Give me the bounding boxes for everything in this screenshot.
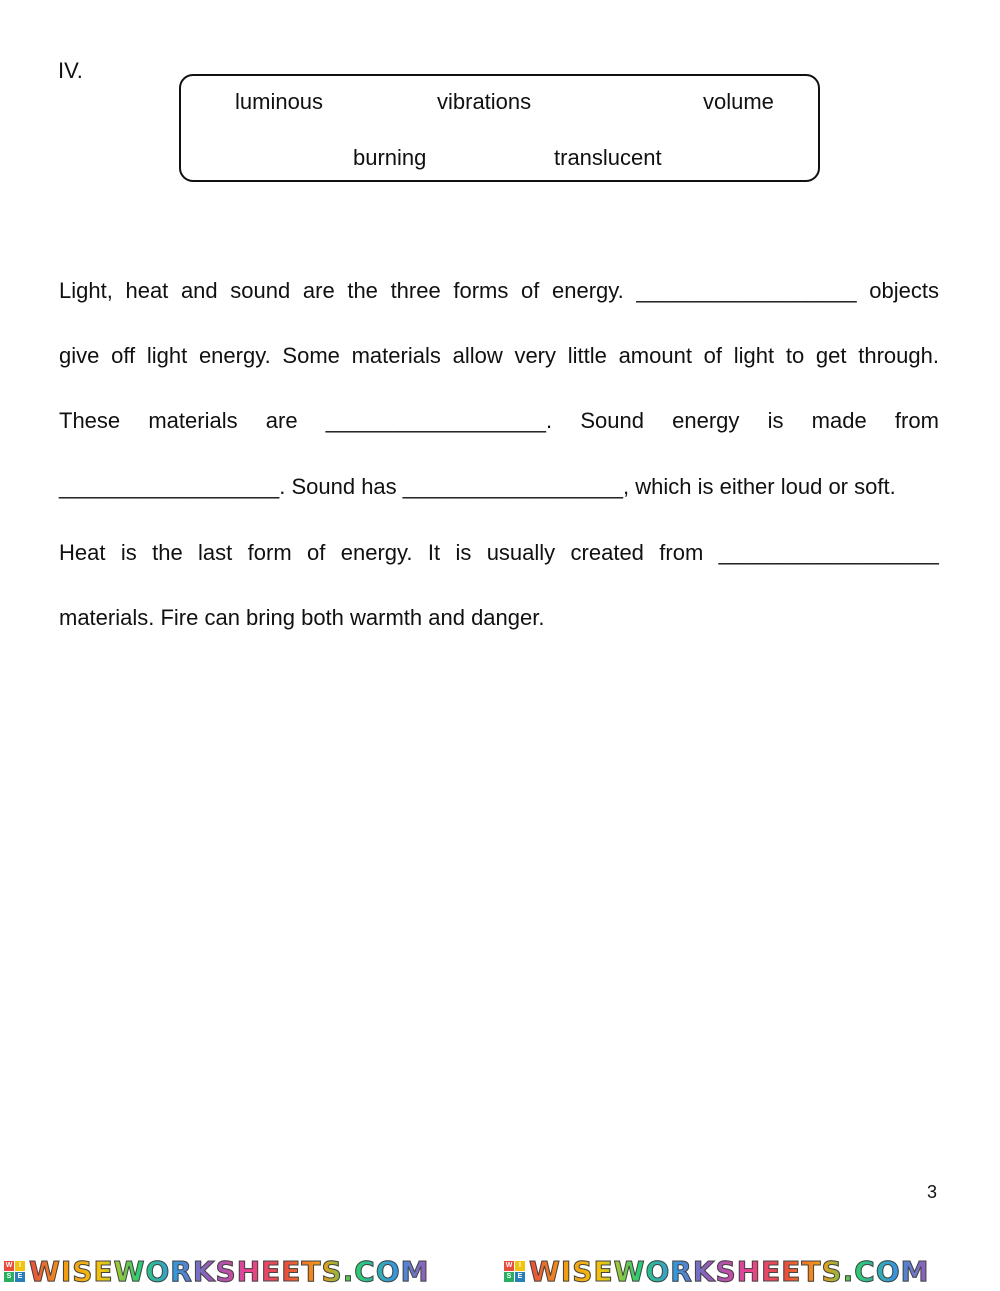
- word-bank: [179, 74, 820, 182]
- passage-word: very: [514, 343, 556, 368]
- passage-word: materials: [148, 408, 238, 433]
- word-bank-item: volume: [703, 89, 774, 114]
- passage-word: from: [894, 408, 939, 433]
- passage-line-1: [59, 276, 939, 306]
- logo-icon: [504, 1261, 525, 1282]
- passage-word: of: [521, 278, 540, 303]
- passage-word: last: [198, 540, 233, 565]
- passage-word: usually: [486, 540, 556, 565]
- passage-line-6: materials. Fire can bring both warmth and danger.: [59, 605, 545, 630]
- passage-word: energy.: [340, 540, 413, 565]
- passage-word: and: [180, 278, 218, 303]
- passage-word: __________________: [718, 540, 939, 565]
- passage-word: are: [302, 278, 335, 303]
- passage-word: forms: [453, 278, 509, 303]
- passage-word: energy.: [552, 278, 624, 303]
- passage-word: sound: [230, 278, 291, 303]
- passage-word: are: [265, 408, 298, 433]
- word-bank-item: luminous: [235, 89, 324, 114]
- passage-word: the: [347, 278, 378, 303]
- passage-word: to: [785, 343, 805, 368]
- passage-word: energy.: [198, 343, 271, 368]
- word-bank-item: burning: [353, 145, 427, 170]
- logo-square: W: [505, 1261, 513, 1269]
- passage-word: form: [247, 540, 292, 565]
- passage-word: light: [146, 343, 188, 368]
- passage-word: from: [659, 540, 704, 565]
- passage-word: Heat: [59, 540, 106, 565]
- logo-square: S: [504, 1272, 514, 1282]
- passage-word: is: [120, 540, 137, 565]
- passage-line-3: [59, 406, 939, 436]
- watermark-footer: [0, 1252, 1000, 1290]
- logo-square: E: [15, 1272, 25, 1282]
- passage-word: heat: [125, 278, 169, 303]
- passage-word: light: [733, 343, 775, 368]
- passage-line-5: [59, 538, 939, 568]
- passage-word: These: [59, 408, 121, 433]
- passage-word: materials: [351, 343, 441, 368]
- passage-word: of: [703, 343, 723, 368]
- brand-watermark: [500, 1252, 1000, 1290]
- passage-word: get: [815, 343, 847, 368]
- passage-word: made: [811, 408, 867, 433]
- passage-word: off: [111, 343, 136, 368]
- passage-word: three: [390, 278, 441, 303]
- passage-word: objects: [869, 278, 939, 303]
- passage-word: the: [152, 540, 183, 565]
- brand-watermark: [0, 1252, 500, 1290]
- passage-word: allow: [452, 343, 503, 368]
- passage-word: amount: [618, 343, 692, 368]
- passage-word: __________________: [636, 278, 857, 303]
- passage-word: Sound: [580, 408, 644, 433]
- word-bank-item: translucent: [554, 145, 662, 170]
- passage-word: created: [570, 540, 644, 565]
- passage-word: It: [427, 540, 441, 565]
- passage-word: Light,: [59, 278, 113, 303]
- passage-word: of: [307, 540, 326, 565]
- page-number: 3: [927, 1182, 938, 1202]
- brand-text: WISEWORKSHEETS.COM: [29, 1254, 430, 1288]
- passage-word: energy: [672, 408, 740, 433]
- passage-word: little: [567, 343, 607, 368]
- logo-icon: [4, 1261, 25, 1282]
- logo-square: W: [5, 1261, 13, 1269]
- word-bank-item: vibrations: [437, 89, 532, 114]
- passage-word: Some: [282, 343, 340, 368]
- passage-word: through.: [858, 343, 939, 368]
- passage-line-4: __________________. Sound has __________________, which is either loud or soft.: [59, 474, 896, 499]
- passage-word: is: [767, 408, 784, 433]
- brand-text: WISEWORKSHEETS.COM: [529, 1254, 930, 1288]
- passage-line-2: [59, 341, 939, 371]
- logo-square: E: [515, 1272, 525, 1282]
- passage-word: give: [59, 343, 100, 368]
- logo-square: I: [515, 1261, 525, 1271]
- passage-word: __________________.: [325, 408, 553, 433]
- passage-word: is: [455, 540, 472, 565]
- logo-square: I: [15, 1261, 25, 1271]
- section-number: IV.: [58, 58, 83, 83]
- logo-square: S: [4, 1272, 14, 1282]
